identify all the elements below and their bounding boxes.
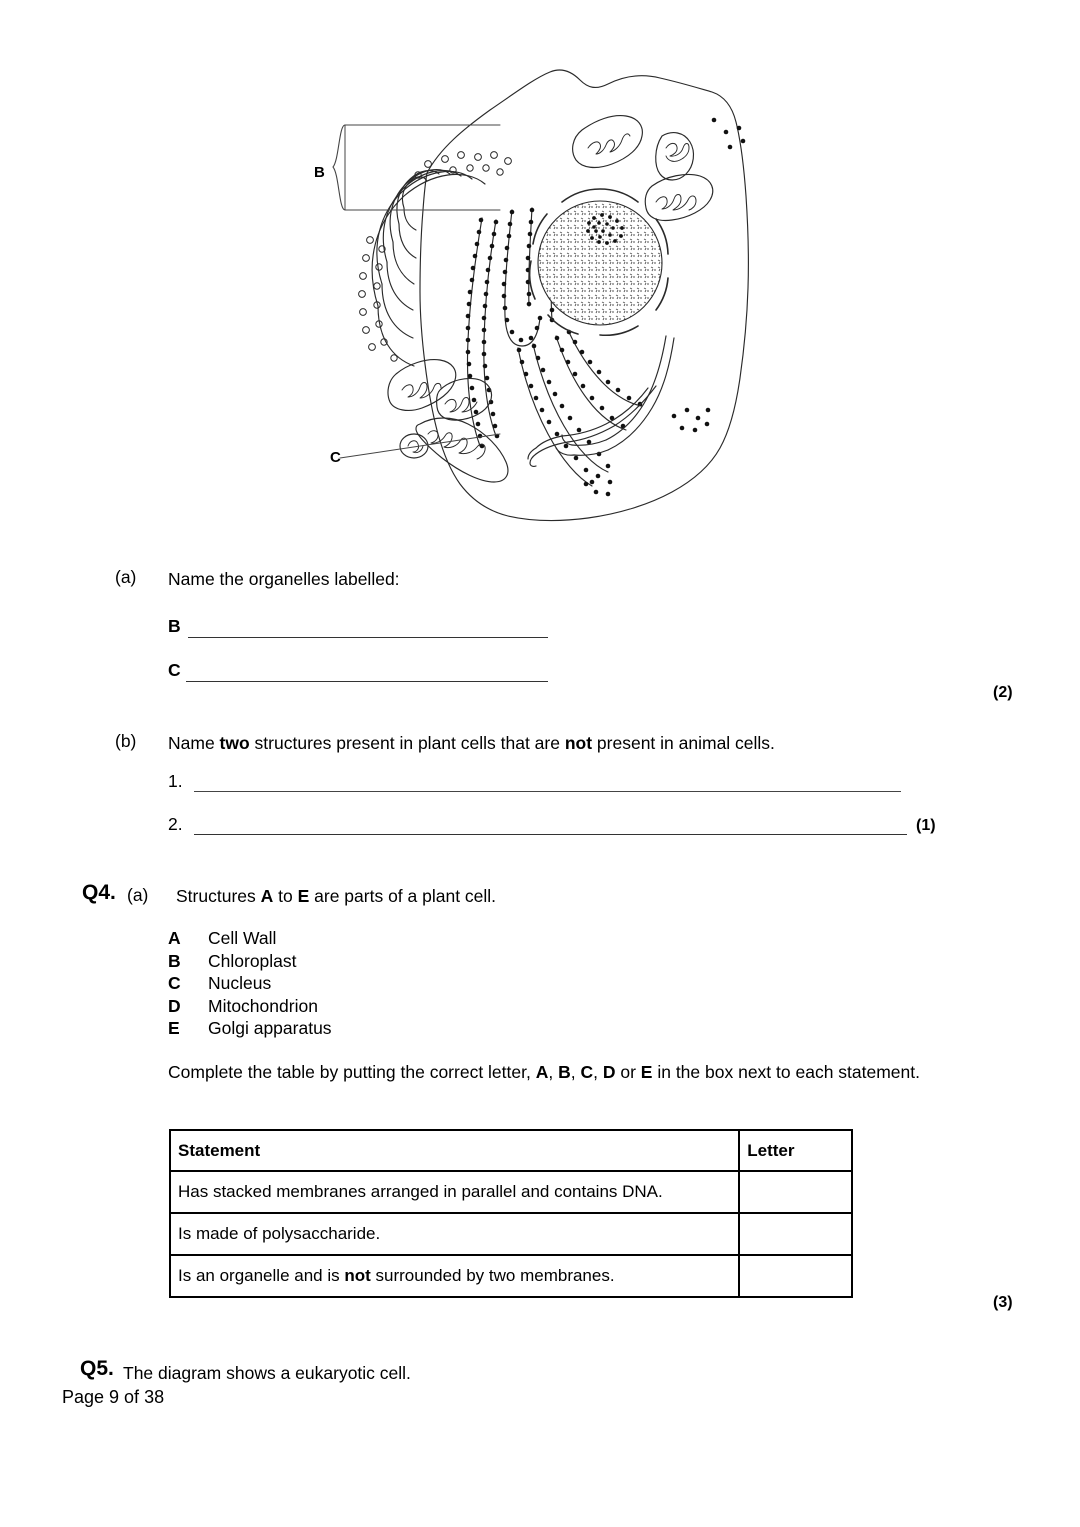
answer-line-c[interactable] <box>186 681 548 682</box>
table-header-letter: Letter <box>739 1130 852 1171</box>
table-header-row <box>170 1130 852 1171</box>
structure-value-d: Mitochondrion <box>208 995 318 1016</box>
answer-line-1[interactable] <box>194 791 901 792</box>
q4-instr-bold-e: E <box>640 1062 653 1082</box>
q4-instr-sep4: or <box>615 1062 641 1082</box>
q3-part-b-text <box>168 731 775 756</box>
table-header-statement: Statement <box>170 1130 739 1171</box>
statement-run1: Is an organelle and is <box>178 1266 345 1285</box>
structure-value-a: Cell Wall <box>208 928 277 948</box>
q4-instr-bold-d: D <box>602 1062 616 1082</box>
table-cell-statement <box>170 1255 739 1297</box>
structure-key-c: C <box>168 973 181 993</box>
q4-stem-run3: are parts of a plant cell. <box>309 886 497 906</box>
smooth-endoplasmic-reticulum <box>528 336 674 466</box>
structure-item-b <box>168 950 332 973</box>
structure-item-d <box>168 995 332 1018</box>
q4-instr-sep3: , <box>593 1062 603 1082</box>
mitochondrion-top-1 <box>573 116 643 168</box>
q3b-run2: structures present in plant cells that are <box>249 733 565 753</box>
lysosome <box>400 434 428 458</box>
q4-stem-bold-a: A <box>260 886 274 906</box>
statement-bold: not <box>344 1266 371 1285</box>
statement-run1: Is made of polysaccharide. <box>178 1224 381 1243</box>
structures-list <box>168 927 332 1040</box>
q4-instruction <box>168 1060 940 1085</box>
q3b-bold-two: two <box>219 733 250 753</box>
structure-key-a: A <box>168 928 181 948</box>
table-cell-letter-input[interactable] <box>739 1255 852 1297</box>
table-cell-letter-input[interactable] <box>739 1213 852 1255</box>
q4-stem-bold-e: E <box>297 886 310 906</box>
answer-line-b[interactable] <box>188 637 548 638</box>
q3b-bold-not: not <box>564 733 593 753</box>
q4-part-a-label: (a) <box>127 885 149 905</box>
table-row <box>170 1255 852 1297</box>
q3b-run3: present in animal cells. <box>592 733 775 753</box>
leader-line-B <box>345 125 500 210</box>
structure-item-e <box>168 1017 332 1040</box>
statement-letter-table <box>169 1129 853 1298</box>
diagram-label-b: B <box>314 164 325 181</box>
table-row <box>170 1213 852 1255</box>
q4-instr-run2: in the box next to each statement. <box>652 1062 920 1082</box>
q4-stem-run1: Structures <box>176 886 261 906</box>
answer-line-2[interactable] <box>194 834 907 835</box>
structure-key-d: D <box>168 995 181 1016</box>
structure-value-b: Chloroplast <box>208 950 297 971</box>
statement-run2: surrounded by two membranes. <box>370 1266 615 1285</box>
q5-text: The diagram shows a eukaryotic cell. <box>123 1363 411 1383</box>
q3-part-b-marks: (1) <box>916 817 936 834</box>
q3b-run1: Name <box>168 733 220 753</box>
diagram-label-c: C <box>330 449 341 466</box>
q3-part-a-text: Name the organelles labelled: <box>168 569 400 589</box>
q4-instr-sep1: , <box>548 1062 559 1082</box>
structure-item-c <box>168 972 332 995</box>
q4-instr-bold-b: B <box>558 1062 571 1082</box>
q3-part-b-label: (b) <box>115 731 137 751</box>
table-cell-statement <box>170 1213 739 1255</box>
table-cell-statement <box>170 1171 739 1213</box>
q4-instr-run1: Complete the table by putting the correct letter, <box>168 1062 536 1082</box>
structure-value-e: Golgi apparatus <box>208 1018 332 1038</box>
q4-stem <box>176 884 496 909</box>
answer-prefix-1: 1. <box>168 771 183 791</box>
q4-stem-run2: to <box>273 886 298 906</box>
q4-instr-bold-c: C <box>580 1062 594 1082</box>
q4-marks: (3) <box>993 1294 1013 1311</box>
q3-part-a-label: (a) <box>115 567 137 587</box>
answer-prefix-b: B <box>168 616 181 636</box>
mitochondrion-top-3 <box>645 174 713 220</box>
q4-instr-sep2: , <box>570 1062 581 1082</box>
structure-key-e: E <box>168 1018 180 1038</box>
answer-prefix-2: 2. <box>168 814 183 834</box>
answer-prefix-c: C <box>168 660 181 680</box>
q5-number: Q5. <box>80 1357 114 1380</box>
table-cell-letter-input[interactable] <box>739 1171 852 1213</box>
mitochondrion-bottom-2 <box>437 378 492 420</box>
structure-key-b: B <box>168 950 181 971</box>
mitochondrion-top-2 <box>656 133 694 180</box>
bracket-B <box>333 125 345 210</box>
eukaryotic-cell-diagram <box>300 48 800 548</box>
q3-part-a-marks: (2) <box>993 684 1013 701</box>
structure-item-a <box>168 927 332 950</box>
table-row <box>170 1171 852 1213</box>
q4-instr-bold-a: A <box>535 1062 549 1082</box>
structure-value-c: Nucleus <box>208 973 272 993</box>
statement-run1: Has stacked membranes arranged in parallel and contains DNA. <box>178 1182 663 1201</box>
q4-number: Q4. <box>82 881 116 904</box>
page-footer: Page 9 of 38 <box>62 1387 165 1407</box>
